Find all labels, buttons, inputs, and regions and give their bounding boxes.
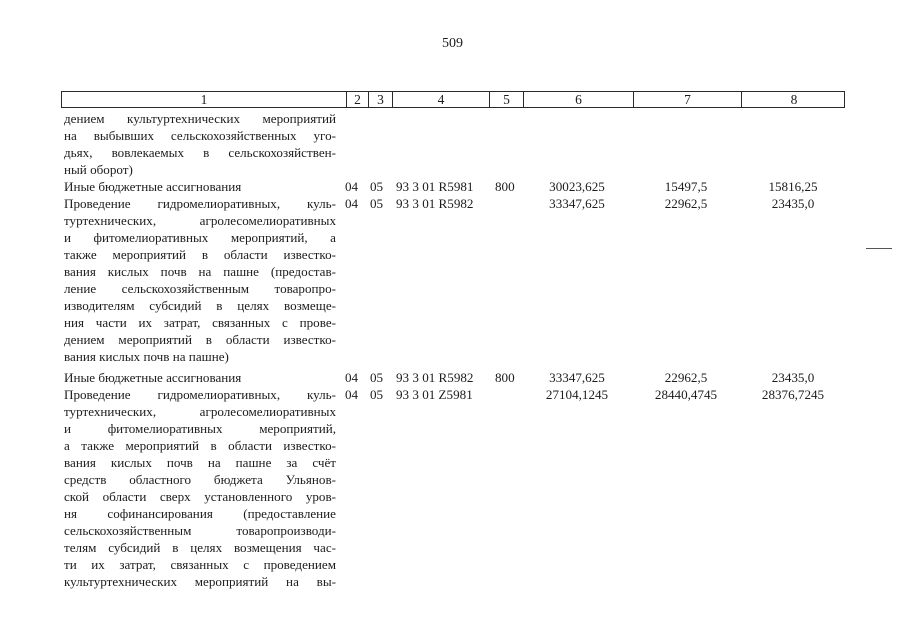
description-line: ния части их затрат, связанных с прове- xyxy=(64,315,336,330)
description-line: и фитомелиоративных мероприятий, а xyxy=(64,230,336,245)
cell-subsection: 05 xyxy=(370,179,384,194)
header-cell-1: 1 xyxy=(200,92,208,107)
row-description xyxy=(64,386,336,590)
cell-amount-col7: 28440,4745 xyxy=(654,387,718,402)
description-line: изводителям субсидий в целях возмеще- xyxy=(64,298,336,313)
description-line: дением мероприятий в области известко- xyxy=(64,332,336,347)
page-number: 509 xyxy=(442,36,463,51)
cell-amount-col7: 22962,5 xyxy=(664,370,708,385)
cell-amount-col8: 15816,25 xyxy=(768,179,818,194)
cell-expense-type: 800 xyxy=(495,179,515,194)
cell-amount-col7: 15497,5 xyxy=(664,179,708,194)
cell-expense-type: 800 xyxy=(495,370,515,385)
description-line: Проведение гидромелиоративных, куль- xyxy=(64,387,336,402)
cell-amount-col8: 28376,7245 xyxy=(761,387,825,402)
table-row xyxy=(0,369,905,386)
description-line: ской области сверх установленного уров- xyxy=(64,489,336,504)
description-line: также мероприятий в области известко- xyxy=(64,247,336,262)
description-line: Проведение гидромелиоративных, куль- xyxy=(64,196,336,211)
cell-target-article: 93 3 01 R5981 xyxy=(396,179,474,194)
description-line: туртехнических, агролесомелиоративных xyxy=(64,404,336,419)
description-line: телям субсидий в целях возмещения час- xyxy=(64,540,336,555)
description-line: дьях, вовлекаемых в сельскохозяйствен- xyxy=(64,145,336,160)
header-cell-2: 2 xyxy=(346,92,368,107)
header-cell-7: 7 xyxy=(633,92,741,107)
header-cell-8: 8 xyxy=(741,92,846,107)
cell-target-article: 93 3 01 Z5981 xyxy=(396,387,473,402)
cell-target-article: 93 3 01 R5982 xyxy=(396,196,474,211)
cell-section: 04 xyxy=(345,370,359,385)
cell-amount-col6: 33347,625 xyxy=(549,370,605,385)
header-cell-5: 5 xyxy=(489,92,523,107)
table-header-row xyxy=(61,91,845,108)
description-line: дением культуртехнических мероприятий xyxy=(64,111,336,126)
cell-amount-col7: 22962,5 xyxy=(664,196,708,211)
cell-target-article: 93 3 01 R5982 xyxy=(396,370,474,385)
header-cell-6: 6 xyxy=(523,92,633,107)
description-line: культуртехнических мероприятий на вы- xyxy=(64,574,336,589)
cell-amount-col6: 33347,625 xyxy=(549,196,605,211)
cell-amount-col6: 27104,1245 xyxy=(545,387,609,402)
scan-edge-mark xyxy=(866,248,892,249)
description-line: а также мероприятий в области известко- xyxy=(64,438,336,453)
cell-section: 04 xyxy=(345,387,359,402)
description-line: Иные бюджетные ассигнования xyxy=(64,370,242,385)
description-line: на выбывших сельскохозяйственных уго- xyxy=(64,128,336,143)
cell-subsection: 05 xyxy=(370,370,384,385)
description-line: вания кислых почв на пашне (предостав- xyxy=(64,264,336,279)
cell-amount-col6: 30023,625 xyxy=(549,179,605,194)
header-cell-3: 3 xyxy=(368,92,392,107)
cell-section: 04 xyxy=(345,179,359,194)
cell-amount-col8: 23435,0 xyxy=(771,370,815,385)
description-line: ти их затрат, связанных с проведением xyxy=(64,557,336,572)
description-line: вания кислых почв на пашне) xyxy=(64,349,229,364)
table-row xyxy=(0,195,905,212)
description-line: ление сельскохозяйственным товаропро- xyxy=(64,281,336,296)
row-description xyxy=(64,110,336,178)
header-cell-4: 4 xyxy=(392,92,489,107)
table-row xyxy=(0,386,905,403)
cell-subsection: 05 xyxy=(370,196,384,211)
cell-subsection: 05 xyxy=(370,387,384,402)
table-row xyxy=(0,178,905,195)
description-line: ня софинансирования (предоставление xyxy=(64,506,336,521)
description-line: и фитомелиоративных мероприятий, xyxy=(64,421,336,436)
description-line: туртехнических, агролесомелиоративных xyxy=(64,213,336,228)
cell-section: 04 xyxy=(345,196,359,211)
row-description xyxy=(64,195,336,365)
description-line: сельскохозяйственным товаропроизводи- xyxy=(64,523,336,538)
description-line: ный оборот) xyxy=(64,162,133,177)
description-line: Иные бюджетные ассигнования xyxy=(64,179,242,194)
description-line: средств областного бюджета Ульянов- xyxy=(64,472,336,487)
cell-amount-col8: 23435,0 xyxy=(771,196,815,211)
description-line: вания кислых почв на пашне за счёт xyxy=(64,455,336,470)
